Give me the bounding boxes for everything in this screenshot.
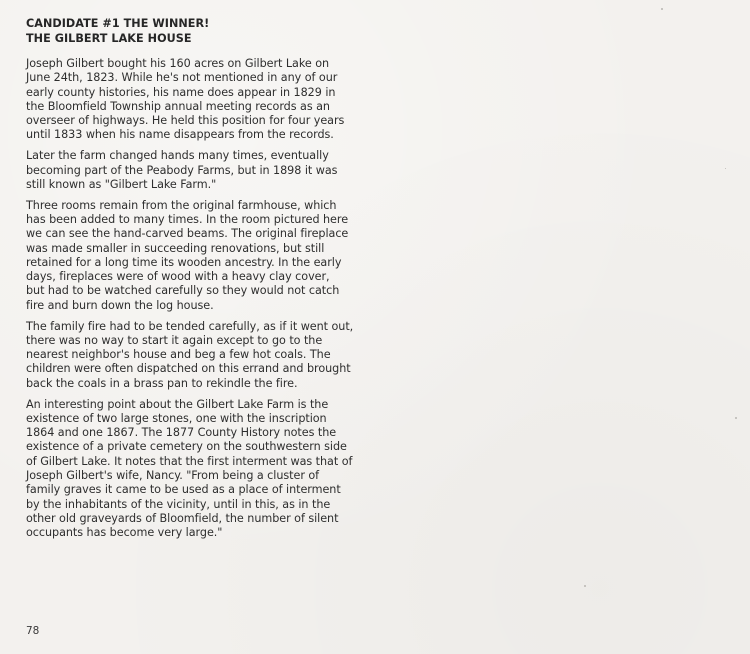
text-line: has been added to many times. In the room pictured here bbox=[26, 212, 349, 226]
article bbox=[26, 17, 366, 547]
article-heading bbox=[26, 17, 366, 46]
text-line: Joseph Gilbert's wife, Nancy. "From being a cluster of bbox=[26, 469, 320, 483]
text-line: Later the farm changed hands many times, eventually bbox=[26, 149, 329, 163]
text-line: An interesting point about the Gilbert Lake Farm is the bbox=[26, 397, 329, 411]
paragraph-5 bbox=[26, 398, 366, 541]
text-line: Joseph Gilbert bought his 160 acres on Gilbert Lake on bbox=[26, 57, 330, 70]
paragraph-1 bbox=[26, 57, 366, 143]
text-line: Three rooms remain from the original farmhouse, which bbox=[26, 198, 337, 212]
text-line: retained for a long time its wooden ancestry. In the early bbox=[26, 255, 342, 269]
text-line: occupants has become very large." bbox=[26, 526, 223, 540]
text-line: June 24th, 1823. While he's not mentioned in any of our bbox=[26, 71, 338, 85]
text-line: until 1833 when his name disappears from the records. bbox=[26, 128, 334, 142]
text-line: existence of a private cemetery on the southwestern side bbox=[26, 440, 347, 454]
heading-line-1: CANDIDATE #1 THE WINNER! bbox=[26, 17, 210, 30]
text-line: by the inhabitants of the vicinity, until in this, as in the bbox=[26, 497, 331, 511]
text-line: was made smaller in succeeding renovations, but still bbox=[26, 241, 325, 255]
text-line: nearest neighbor's house and beg a few hot coals. The bbox=[26, 348, 331, 362]
paragraph-3 bbox=[26, 199, 366, 313]
text-line: there was no way to start it again except to go to the bbox=[26, 333, 323, 347]
paragraph-4 bbox=[26, 320, 366, 391]
page-number: 78 bbox=[26, 625, 40, 637]
paper-speck bbox=[725, 168, 726, 169]
text-line: of Gilbert Lake. It notes that the first interment was that of bbox=[26, 454, 353, 468]
paragraph-2 bbox=[26, 149, 366, 192]
text-line: The family fire had to be tended carefully, as if it went out, bbox=[26, 319, 354, 333]
text-line: days, fireplaces were of wood with a heavy clay cover, bbox=[26, 270, 330, 284]
text-line: back the coals in a brass pan to rekindle the fire. bbox=[26, 376, 298, 390]
text-line: existence of two large stones, one with the inscription bbox=[26, 411, 327, 425]
paper-speck bbox=[661, 8, 663, 10]
text-line: fire and burn down the log house. bbox=[26, 298, 214, 312]
text-line: family graves it came to be used as a place of interment bbox=[26, 483, 341, 497]
text-line: early county histories, his name does appear in 1829 in bbox=[26, 85, 336, 99]
paper-speck bbox=[735, 417, 737, 419]
text-line: children were often dispatched on this errand and brought bbox=[26, 362, 351, 376]
text-line: other old graveyards of Bloomfield, the number of silent bbox=[26, 511, 339, 525]
text-line: 1864 and one 1867. The 1877 County History notes the bbox=[26, 426, 337, 440]
text-line: overseer of highways. He held this position for four years bbox=[26, 114, 345, 128]
text-line: we can see the hand-carved beams. The original fireplace bbox=[26, 227, 349, 241]
text-line: becoming part of the Peabody Farms, but in 1898 it was bbox=[26, 163, 338, 177]
paper-speck bbox=[584, 585, 586, 587]
text-line: but had to be watched carefully so they would not catch bbox=[26, 284, 340, 298]
text-line: the Bloomfield Township annual meeting records as an bbox=[26, 99, 330, 113]
heading-line-2: THE GILBERT LAKE HOUSE bbox=[26, 31, 192, 45]
text-line: still known as "Gilbert Lake Farm." bbox=[26, 177, 217, 191]
